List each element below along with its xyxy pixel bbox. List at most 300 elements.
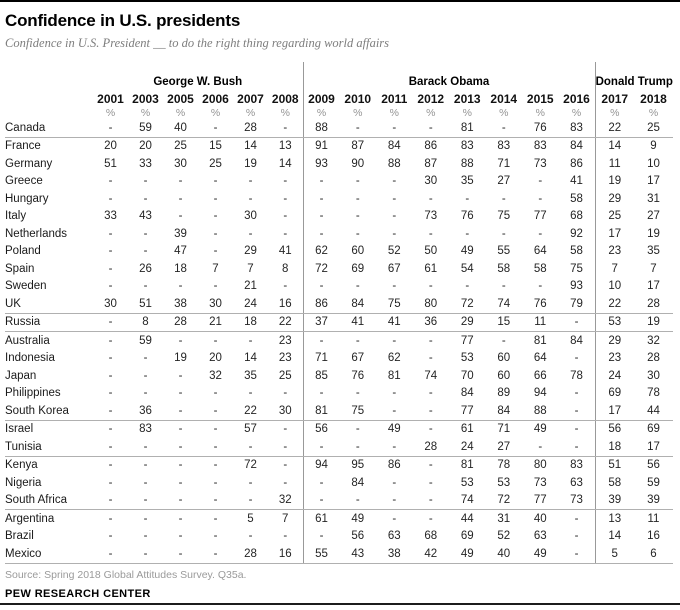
value-cell: 39: [595, 492, 634, 510]
value-cell: -: [413, 119, 450, 137]
value-cell: 19: [174, 352, 187, 365]
value-cell: 49: [522, 545, 559, 563]
value-cell: -: [340, 119, 377, 137]
value-cell: -: [428, 192, 433, 205]
value-cell: -: [163, 492, 198, 510]
percent-header: %: [499, 106, 509, 119]
value-cell: -: [501, 227, 506, 240]
value-cell: 80: [413, 295, 450, 313]
value-cell: 75: [340, 402, 377, 420]
value-cell: -: [428, 227, 433, 240]
value-cell: -: [248, 192, 253, 205]
country-label: Indonesia: [5, 352, 55, 365]
value-cell: 76: [522, 119, 559, 137]
value-cell: 69: [647, 423, 660, 436]
value-cell: 94: [533, 387, 547, 400]
value-cell: -: [428, 387, 433, 400]
value-cell: -: [559, 313, 596, 332]
value-cell: -: [128, 492, 163, 510]
value-cell: -: [303, 278, 340, 296]
value-cell: 25: [278, 369, 292, 382]
value-cell: -: [559, 438, 596, 456]
value-cell: 29: [449, 313, 486, 332]
value-cell: -: [248, 175, 253, 188]
value-cell: -: [355, 175, 360, 188]
value-cell: -: [213, 334, 218, 347]
value-cell: -: [108, 192, 113, 205]
value-cell: -: [574, 423, 579, 436]
value-cell: -: [143, 245, 148, 258]
value-cell: 49: [351, 512, 365, 525]
value-cell: 77: [460, 334, 474, 347]
value-cell: 43: [139, 210, 152, 223]
table-row: [5, 313, 673, 332]
value-cell: -: [93, 402, 128, 420]
value-cell: -: [574, 530, 579, 543]
value-cell: -: [93, 119, 128, 137]
value-cell: 62: [387, 352, 401, 365]
value-cell: 25: [634, 119, 673, 137]
year-header: 2011: [381, 91, 408, 106]
country-label: Canada: [5, 119, 93, 137]
country-label: Japan: [5, 369, 37, 382]
value-cell: 75: [497, 210, 511, 223]
value-cell: -: [108, 352, 113, 365]
value-cell: 75: [570, 262, 583, 275]
value-cell: 16: [647, 530, 660, 543]
value-cell: 25: [174, 140, 187, 153]
country-label: Mexico: [5, 545, 93, 563]
country-label: Germany: [5, 157, 53, 170]
value-cell: 41: [340, 313, 377, 332]
value-cell: -: [428, 512, 433, 525]
value-cell: 81: [449, 119, 486, 137]
value-cell: 30: [424, 175, 438, 188]
value-cell: 13: [595, 510, 634, 528]
value-cell: -: [376, 402, 413, 420]
percent-header: %: [210, 106, 221, 119]
value-cell: 10: [647, 157, 660, 170]
value-cell: 17: [595, 225, 634, 243]
percent-header: %: [303, 106, 340, 119]
value-cell: 33: [139, 157, 152, 170]
value-cell: 59: [128, 119, 163, 137]
value-cell: -: [163, 438, 198, 456]
value-cell: -: [283, 210, 288, 223]
value-cell: -: [213, 423, 218, 436]
value-cell: -: [283, 423, 288, 436]
value-cell: 36: [128, 402, 163, 420]
value-cell: -: [248, 334, 253, 347]
value-cell: 25: [595, 208, 634, 226]
country-label: Tunisia: [5, 438, 93, 456]
value-cell: -: [283, 175, 288, 188]
value-cell: 63: [533, 530, 547, 543]
value-cell: -: [428, 352, 433, 365]
value-cell: 71: [497, 157, 511, 170]
year-header: 2006: [202, 91, 229, 106]
value-cell: -: [108, 530, 113, 543]
value-cell: 58: [570, 192, 583, 205]
value-cell: 30: [647, 369, 660, 382]
value-cell: -: [93, 438, 128, 456]
value-cell: 13: [278, 140, 292, 153]
value-cell: 79: [559, 295, 596, 313]
value-cell: 14: [244, 140, 257, 153]
year-header: 2001: [97, 91, 124, 106]
value-cell: 54: [460, 262, 474, 275]
value-cell: -: [538, 192, 543, 205]
value-cell: -: [392, 334, 397, 347]
value-cell: 70: [460, 369, 474, 382]
value-cell: -: [574, 512, 579, 525]
percent-header: %: [280, 106, 290, 119]
value-cell: -: [465, 227, 470, 240]
value-cell: -: [303, 332, 340, 350]
value-cell: -: [559, 545, 596, 563]
value-cell: 58: [497, 262, 511, 275]
value-cell: 28: [413, 438, 450, 456]
value-cell: 29: [244, 245, 257, 258]
value-cell: 14: [244, 352, 257, 365]
bottom-border: [0, 603, 680, 605]
value-cell: 76: [460, 210, 474, 223]
value-cell: 58: [595, 474, 634, 492]
value-cell: 61: [303, 510, 340, 528]
value-cell: 17: [647, 175, 660, 188]
country-label: South Africa: [5, 492, 93, 510]
percent-header: %: [462, 106, 472, 119]
value-cell: -: [198, 402, 233, 420]
value-cell: -: [128, 545, 163, 563]
value-cell: 9: [650, 140, 657, 153]
value-cell: 81: [303, 402, 340, 420]
value-cell: 49: [533, 423, 547, 436]
value-cell: 60: [351, 245, 365, 258]
value-cell: 52: [497, 530, 511, 543]
value-cell: 27: [486, 438, 523, 456]
value-cell: -: [283, 530, 288, 543]
value-cell: -: [486, 119, 523, 137]
value-cell: 69: [351, 262, 365, 275]
value-cell: -: [143, 192, 148, 205]
table-row: [5, 119, 673, 137]
value-cell: 72: [449, 295, 486, 313]
value-cell: -: [178, 476, 183, 489]
value-cell: -: [213, 530, 218, 543]
value-cell: -: [303, 190, 340, 208]
value-cell: 32: [647, 334, 660, 347]
country-label: Sweden: [5, 280, 47, 293]
year-header-row: [5, 91, 673, 106]
value-cell: 11: [595, 155, 634, 173]
value-cell: 56: [595, 420, 634, 438]
value-cell: 88: [387, 157, 401, 170]
value-cell: 23: [595, 350, 634, 368]
value-cell: 64: [533, 245, 547, 258]
value-cell: 38: [376, 545, 413, 563]
value-cell: 84: [486, 402, 523, 420]
value-cell: -: [355, 210, 360, 223]
value-cell: -: [392, 512, 397, 525]
value-cell: 22: [595, 119, 634, 137]
value-cell: 30: [93, 295, 128, 313]
value-cell: -: [163, 545, 198, 563]
table-row: [5, 332, 673, 350]
value-cell: -: [198, 119, 233, 137]
value-cell: -: [178, 175, 183, 188]
value-cell: 24: [449, 438, 486, 456]
value-cell: 7: [595, 260, 634, 278]
table-row: [5, 385, 673, 403]
table-row: [5, 173, 673, 191]
country-label: France: [5, 140, 41, 153]
percent-header: %: [245, 106, 256, 119]
year-header: 2005: [167, 91, 194, 106]
value-cell: -: [178, 387, 183, 400]
value-cell: -: [163, 402, 198, 420]
value-cell: 84: [351, 476, 365, 489]
value-cell: -: [283, 280, 288, 293]
percent-header: %: [105, 106, 116, 119]
value-cell: -: [128, 438, 163, 456]
value-cell: 5: [595, 545, 634, 563]
value-cell: -: [538, 280, 543, 293]
value-cell: -: [303, 492, 340, 510]
value-cell: -: [178, 192, 183, 205]
value-cell: 35: [647, 245, 660, 258]
value-cell: 7: [247, 262, 254, 275]
percent-header: %: [175, 106, 186, 119]
corner-cell: [5, 106, 93, 119]
country-label: Spain: [5, 262, 35, 275]
year-header: 2015: [526, 91, 554, 106]
country-label: Philippines: [5, 387, 61, 400]
table-row: [5, 510, 673, 528]
value-cell: 15: [209, 140, 222, 153]
value-cell: 81: [387, 369, 401, 382]
value-cell: 20: [209, 352, 222, 365]
value-cell: -: [303, 474, 340, 492]
value-cell: -: [143, 530, 148, 543]
value-cell: 7: [282, 512, 289, 525]
table-row: [5, 260, 673, 278]
value-cell: 51: [595, 456, 634, 474]
value-cell: -: [143, 369, 148, 382]
value-cell: 92: [570, 227, 583, 240]
value-cell: 67: [387, 262, 401, 275]
value-cell: -: [198, 492, 233, 510]
year-header: 2016: [563, 91, 590, 106]
value-cell: 28: [634, 295, 673, 313]
value-cell: 10: [595, 278, 634, 296]
value-cell: 24: [595, 367, 634, 385]
value-cell: 36: [413, 313, 450, 332]
value-cell: 41: [570, 175, 583, 188]
value-cell: -: [143, 476, 148, 489]
value-cell: -: [213, 280, 218, 293]
value-cell: 81: [533, 334, 547, 347]
value-cell: 77: [533, 210, 547, 223]
value-cell: 83: [497, 140, 511, 153]
value-cell: 74: [449, 492, 486, 510]
value-cell: 86: [387, 459, 401, 472]
value-cell: -: [428, 459, 433, 472]
value-cell: 60: [497, 369, 511, 382]
value-cell: 93: [303, 155, 340, 173]
value-cell: -: [108, 280, 113, 293]
value-cell: 18: [233, 313, 268, 332]
value-cell: 51: [128, 295, 163, 313]
value-cell: -: [108, 387, 113, 400]
value-cell: 62: [303, 243, 340, 261]
corner-cell: [5, 91, 93, 106]
year-header: 2007: [237, 91, 264, 106]
value-cell: 67: [351, 352, 365, 365]
country-label: Italy: [5, 210, 27, 223]
value-cell: 30: [268, 402, 303, 420]
value-cell: 28: [647, 352, 660, 365]
value-cell: -: [213, 192, 218, 205]
table-row: [5, 367, 673, 385]
value-cell: 6: [634, 545, 673, 563]
value-cell: 84: [570, 334, 583, 347]
year-header: 2008: [271, 91, 299, 106]
value-cell: 49: [460, 245, 474, 258]
value-cell: -: [93, 492, 128, 510]
value-cell: 21: [198, 313, 233, 332]
value-cell: -: [178, 512, 183, 525]
country-label: Brazil: [5, 530, 34, 543]
value-cell: 43: [340, 545, 377, 563]
value-cell: -: [213, 512, 218, 525]
table-body: [5, 119, 673, 563]
value-cell: 53: [497, 476, 511, 489]
table-row: [5, 474, 673, 492]
value-cell: -: [392, 227, 397, 240]
table-row: [5, 350, 673, 368]
value-cell: 23: [595, 243, 634, 261]
value-cell: 15: [486, 313, 523, 332]
value-cell: -: [392, 387, 397, 400]
value-cell: 28: [163, 313, 198, 332]
value-cell: -: [303, 173, 340, 191]
percent-header: %: [426, 106, 436, 119]
value-cell: -: [283, 227, 288, 240]
top-border: [0, 0, 680, 2]
country-label: Greece: [5, 175, 43, 188]
table-row: [5, 456, 673, 474]
value-cell: 72: [244, 459, 257, 472]
value-cell: 53: [460, 476, 474, 489]
value-cell: 68: [424, 530, 438, 543]
value-cell: 76: [351, 369, 365, 382]
value-cell: 84: [387, 140, 401, 153]
value-cell: -: [108, 369, 113, 382]
value-cell: 75: [376, 295, 413, 313]
value-cell: -: [198, 438, 233, 456]
value-cell: -: [178, 459, 183, 472]
table-row: [5, 208, 673, 226]
value-cell: -: [213, 476, 218, 489]
table-row: [5, 225, 673, 243]
value-cell: -: [248, 530, 253, 543]
president-trump-label: Donald Trump: [595, 62, 673, 91]
country-label: Australia: [5, 334, 50, 347]
value-cell: 19: [595, 173, 634, 191]
year-header: 2017: [595, 91, 634, 106]
value-cell: 29: [595, 190, 634, 208]
value-cell: 86: [424, 140, 438, 153]
table-row: [5, 420, 673, 438]
value-cell: -: [143, 280, 148, 293]
value-cell: -: [108, 334, 113, 347]
value-cell: -: [143, 227, 148, 240]
value-cell: 30: [244, 210, 257, 223]
percent-header: %: [389, 106, 399, 119]
value-cell: -: [108, 175, 113, 188]
value-cell: 35: [244, 369, 257, 382]
value-cell: 41: [278, 245, 292, 258]
value-cell: 83: [460, 140, 474, 153]
value-cell: 11: [647, 512, 660, 525]
value-cell: -: [413, 402, 450, 420]
table-row: [5, 243, 673, 261]
value-cell: 84: [570, 140, 583, 153]
value-cell: -: [303, 438, 340, 456]
value-cell: 49: [449, 545, 486, 563]
value-cell: 59: [647, 476, 660, 489]
value-cell: 68: [570, 210, 583, 223]
value-cell: 40: [533, 512, 547, 525]
value-cell: 83: [570, 459, 583, 472]
value-cell: -: [143, 175, 148, 188]
value-cell: 49: [387, 423, 401, 436]
value-cell: 86: [570, 157, 583, 170]
value-cell: 94: [303, 456, 340, 474]
table-row: [5, 438, 673, 456]
table-row: [5, 545, 673, 563]
table-row: [5, 278, 673, 296]
country-label: Russia: [5, 313, 93, 332]
value-cell: 33: [104, 210, 117, 223]
value-cell: -: [213, 210, 218, 223]
table-row: [5, 190, 673, 208]
value-cell: 14: [595, 137, 634, 155]
value-cell: 19: [634, 313, 673, 332]
table-row: [5, 528, 673, 546]
value-cell: 71: [303, 350, 340, 368]
value-cell: -: [143, 387, 148, 400]
value-cell: 58: [533, 262, 547, 275]
value-cell: 73: [424, 210, 438, 223]
value-cell: -: [93, 545, 128, 563]
value-cell: 73: [533, 157, 547, 170]
value-cell: 61: [460, 423, 474, 436]
value-cell: -: [213, 387, 218, 400]
value-cell: 44: [634, 402, 673, 420]
value-cell: -: [355, 423, 360, 436]
value-cell: 61: [424, 262, 438, 275]
country-label: Hungary: [5, 192, 49, 205]
value-cell: 66: [533, 369, 547, 382]
value-cell: 69: [460, 530, 474, 543]
value-cell: -: [428, 334, 433, 347]
value-cell: -: [538, 175, 543, 188]
value-cell: 78: [570, 369, 583, 382]
value-cell: -: [376, 438, 413, 456]
value-cell: 20: [139, 140, 152, 153]
